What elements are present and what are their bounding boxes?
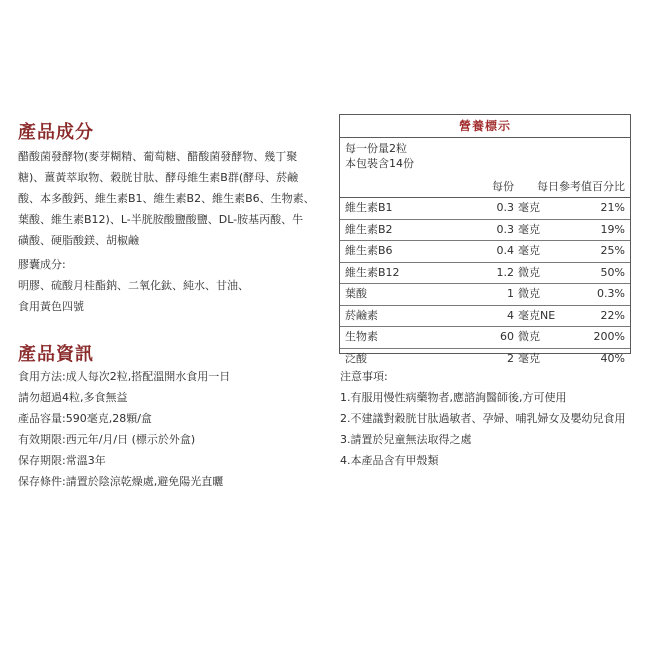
nutrient-name: 生物素: [345, 330, 378, 343]
nutrient-amount: 0.4: [496, 244, 514, 257]
note-item: 4.本產品含有甲殼類: [340, 454, 439, 467]
capsule-ingredients: [18, 275, 318, 317]
note-item: 2.不建議對穀胱甘肽過敏者、孕婦、哺乳婦女及嬰幼兒食用: [340, 412, 626, 425]
nutrient-row: [340, 327, 630, 349]
ingredients-heading: 產品成分: [18, 122, 94, 143]
notes-section: [340, 366, 640, 471]
ingredients-line: 酸、本多酸鈣、維生素B1、維生素B2、維生素B6、生物素、: [18, 192, 315, 205]
column-header-daily-value: 每日參考值百分比: [537, 180, 625, 193]
nutrient-unit: 毫克: [518, 351, 540, 365]
info-line: 有效期限:西元年/月/日 (標示於外盒): [18, 433, 196, 446]
ingredients-line: 醋酸菌發酵物(麥芽糊精、葡萄糖、醋酸菌發酵物、幾丁聚: [18, 150, 298, 163]
nutrient-name: 菸鹼素: [345, 308, 378, 322]
nutrient-unit: 毫克NE: [518, 308, 556, 322]
nutrient-name: 維生素B6: [345, 244, 393, 257]
ingredients-line: 磺酸、硬脂酸鎂、胡椒鹼: [18, 234, 139, 247]
nutrient-unit: 毫克: [518, 222, 540, 236]
nutrient-name: 葉酸: [345, 287, 367, 300]
nutrient-unit: 毫克: [518, 244, 540, 257]
nutrient-daily-value: 200%: [593, 330, 625, 343]
nutrient-amount: 2: [507, 351, 514, 365]
nutrient-name: 維生素B12: [345, 265, 400, 279]
nutrient-row: [340, 284, 630, 306]
nutrient-rows: [340, 198, 630, 369]
nutrient-name: 維生素B1: [345, 201, 393, 214]
nutrient-row: [340, 306, 630, 328]
nutrient-amount: 0.3: [496, 222, 514, 236]
capsule-line: 明膠、硫酸月桂酯鈉、二氧化鈦、純水、甘油、: [18, 279, 249, 292]
nutrient-daily-value: 50%: [600, 265, 625, 279]
nutrient-unit: 微克: [518, 330, 540, 343]
product-info-text: [18, 366, 318, 492]
nutrient-daily-value: 19%: [600, 222, 625, 236]
nutrient-name: 維生素B2: [345, 222, 393, 236]
nutrient-daily-value: 25%: [600, 244, 625, 257]
nutrient-amount: 4: [507, 308, 514, 322]
nutrient-daily-value: 0.3%: [597, 287, 625, 300]
serving-info: [340, 138, 630, 171]
nutrient-daily-value: 21%: [600, 201, 625, 214]
nutrient-row: [340, 241, 630, 263]
nutrient-amount: 1: [507, 287, 514, 300]
info-line: 請勿超過4粒,多食無益: [18, 391, 128, 404]
nutrient-unit: 微克: [518, 265, 540, 279]
nutrient-amount: 1.2: [496, 265, 514, 279]
nutrient-row: [340, 263, 630, 285]
nutrient-unit: 微克: [518, 287, 540, 300]
nutrient-amount: 0.3: [496, 201, 514, 214]
product-info-heading: 產品資訊: [18, 344, 94, 365]
nutrient-name: 泛酸: [345, 351, 367, 365]
nutrient-amount: 60: [500, 330, 514, 343]
info-line: 保存期限:常溫3年: [18, 454, 106, 467]
ingredients-line: 糖)、薑黃萃取物、穀胱甘肽、酵母維生素B群(酵母、菸鹼: [18, 171, 299, 184]
nutrition-header-row: [340, 177, 630, 198]
nutrient-row: [340, 220, 630, 242]
capsule-line: 食用黃色四號: [18, 300, 84, 313]
serving-size: 每一份量2粒: [345, 142, 407, 155]
nutrition-table: [339, 114, 631, 365]
note-item: 3.請置於兒童無法取得之處: [340, 433, 472, 446]
info-line: 產品容量:590毫克,28顆/盒: [18, 412, 152, 425]
info-line: 保存條件:請置於陰涼乾燥處,避免陽光直曬: [18, 475, 224, 488]
nutrient-daily-value: 22%: [600, 308, 625, 322]
nutrient-daily-value: 40%: [600, 351, 625, 365]
info-line: 食用方法:成人每次2粒,搭配溫開水食用一日: [18, 370, 231, 383]
notes-title: 注意事項:: [340, 370, 388, 383]
ingredients-line: 葉酸、維生素B12)、L-半胱胺酸鹽酸鹽、DL-胺基丙酸、牛: [18, 213, 304, 226]
servings-per-pack: 本包裝含14份: [345, 157, 414, 170]
note-item: 1.有服用慢性病藥物者,應諮詢醫師後,方可使用: [340, 391, 567, 404]
column-header-amount: 每份: [492, 180, 514, 193]
capsule-label: 膠囊成分:: [18, 258, 66, 271]
nutrient-row: [340, 198, 630, 220]
ingredients-text: [18, 146, 318, 251]
nutrition-title: 營養標示: [340, 115, 630, 138]
nutrient-unit: 毫克: [518, 201, 540, 214]
